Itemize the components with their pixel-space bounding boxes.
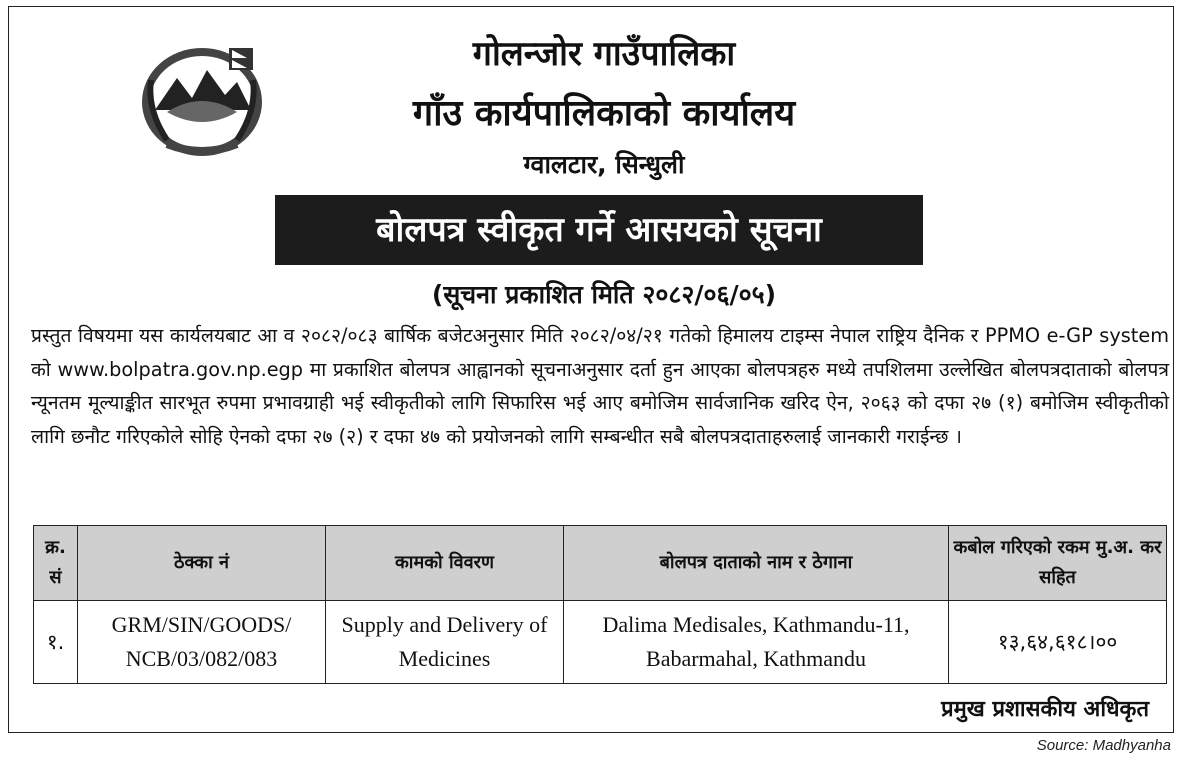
government-emblem-icon	[137, 40, 267, 160]
notice-body: प्रस्तुत विषयमा यस कार्यलयबाट आ व २०८२/०८३ बार्षिक बजेटअनुसार मिति २०८२/०४/२१ गतेको हिमालय टाइम्स नेपाल राष्ट्रिय दैनिक र PPMO e-GP system को www.bolpatra.gov.np.egp मा प्रकाशित बोलपत्र आह्वानको सूचनाअनुसार दर्ता हुन आएका बोलपत्रहरु मध्ये तपशिलमा उल्लेखित बोलपत्रदाताको बोलपत्र न्यूनतम मूल्याङ्कीत सारभूत रुपमा प्रभावग्राही भई स्वीकृतीको लागि सिफारिस भई आए बमोजिम सार्वजानिक खरिद ऐन, २०६३ को दफा २७ (१) बमोजिम स्वीकृतीको लागि छनौट गरिएकोले सोहि ऐनको दफा २७ (२) र दफा ४७ को प्रयोजनको लागि सम्बन्धीत सबै बोलपत्रदाताहरुलाई जानकारी गराईन्छ ।	[31, 324, 1169, 448]
header-description: कामको विवरण	[326, 526, 564, 601]
award-table	[33, 525, 1167, 684]
office-address: ग्वालटार, सिन्धुली	[523, 150, 685, 179]
header-bidder: बोलपत्र दाताको नाम र ठेगाना	[564, 526, 949, 601]
notice-frame	[8, 6, 1174, 733]
cell-sn: १.	[34, 601, 78, 684]
header-sn: क्र. सं	[34, 526, 78, 601]
notice-title-banner: बोलपत्र स्वीकृत गर्ने आसयको सूचना	[275, 195, 923, 265]
cell-contract-no: GRM/SIN/GOODS/ NCB/03/082/083	[78, 601, 326, 684]
header-amount: कबोल गरिएको रकम मु.अ. कर सहित	[949, 526, 1167, 601]
cell-bidder: Dalima Medisales, Kathmandu-11, Babarmahal, Kathmandu	[564, 601, 949, 684]
signatory-title: प्रमुख प्रशासकीय अधिकृत	[941, 697, 1149, 722]
publication-date: (सूचना प्रकाशित मिति २०८२/०६/०५)	[431, 280, 777, 309]
table-row	[34, 601, 1167, 684]
cell-amount: १३,६४,६१८।००	[949, 601, 1167, 684]
cell-description: Supply and Delivery of Medicines	[326, 601, 564, 684]
municipality-name: गोलन्जोर गाउँपालिका	[472, 34, 736, 74]
header-contract-no: ठेक्का नं	[78, 526, 326, 601]
source-credit: Source: Madhyanha	[1036, 737, 1171, 754]
table-header-row	[34, 526, 1167, 601]
office-name: गाँउ कार्यपालिकाको कार्यालय	[412, 93, 796, 134]
